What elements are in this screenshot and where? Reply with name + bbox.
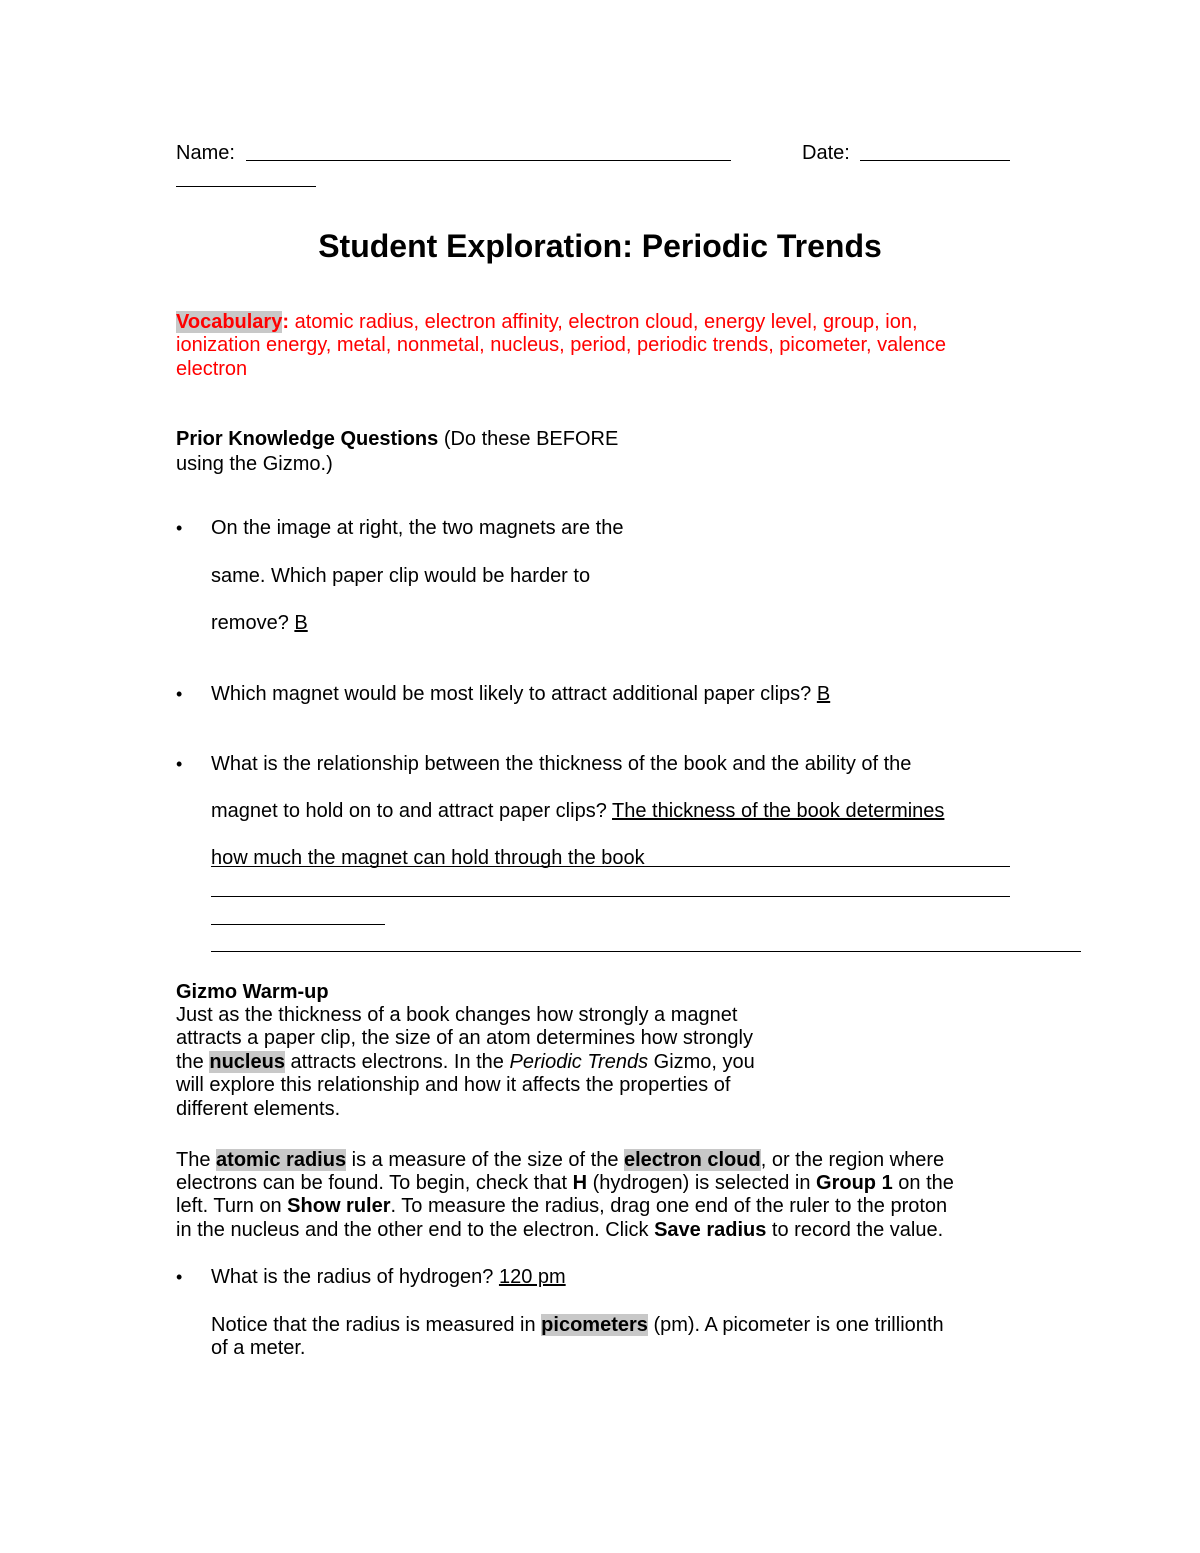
hydrogen-radius-answer[interactable]: 120 pm (498, 1266, 566, 1288)
name-label: Name: (176, 142, 235, 164)
answer-line (211, 866, 1010, 867)
warmup-p2-line-1: The atomic radius is a measure of the size of the electron cloud, or the region where (176, 1149, 945, 1171)
warmup-p1-line-2: attracts a paper clip, the size of an atom determines how strongly (176, 1027, 753, 1049)
bullet-icon: • (176, 754, 183, 774)
bullet-icon: • (176, 684, 183, 704)
q3-line-2: magnet to hold on to and attract paper clips? The thickness of the book determines (211, 800, 945, 822)
q1-line-2: same. Which paper clip would be harder to (211, 565, 591, 587)
term-electron-cloud: electron cloud (624, 1149, 761, 1171)
warmup-heading: Gizmo Warm-up (176, 981, 329, 1003)
vocabulary-label: Vocabulary (176, 311, 283, 333)
prior-knowledge-heading: Prior Knowledge Questions (Do these BEFORE (176, 428, 619, 450)
vocabulary-line-3: electron (176, 358, 248, 380)
warmup-p1-line-5: different elements. (176, 1098, 341, 1120)
bullet-icon: • (176, 518, 183, 538)
term-atomic-radius: atomic radius (216, 1149, 347, 1171)
q2-answer[interactable]: B (816, 683, 831, 705)
warmup-p2-line-3: left. Turn on Show ruler. To measure the radius, drag one end of the ruler to the proton (176, 1195, 948, 1217)
answer-line (211, 924, 385, 925)
warmup-p2-line-2: electrons can be found. To begin, check that H (hydrogen) is selected in Group 1 on the (176, 1172, 954, 1194)
warmup-note-line-1: Notice that the radius is measured in picometers (pm). A picometer is one trillionth (211, 1314, 944, 1336)
vocabulary-line-1: Vocabulary: atomic radius, electron affinity, electron cloud, energy level, group, ion, (176, 311, 918, 333)
answer-line (211, 951, 1081, 952)
q1-answer[interactable]: B (294, 612, 308, 634)
warmup-p1-line-1: Just as the thickness of a book changes how strongly a magnet (176, 1004, 738, 1026)
q1-line-1: On the image at right, the two magnets are the (211, 517, 624, 539)
q2-line: Which magnet would be most likely to attract additional paper clips? B (211, 683, 831, 705)
warmup-p1-line-3: the nucleus attracts electrons. In the Periodic Trends Gizmo, you (176, 1051, 755, 1073)
q3-answer-part-1[interactable]: The thickness of the book determines (612, 800, 945, 822)
prior-knowledge-note: using the Gizmo.) (176, 453, 333, 475)
page-title: Student Exploration: Periodic Trends (318, 228, 882, 264)
bullet-icon: • (176, 1267, 183, 1287)
term-nucleus: nucleus (209, 1051, 285, 1073)
date-input-line[interactable] (860, 160, 1010, 161)
date-label: Date: (802, 142, 850, 164)
name-input-line-continued (176, 186, 316, 187)
vocabulary-line-2: ionization energy, metal, nonmetal, nucleus, period, periodic trends, picometer, valence (176, 334, 947, 356)
warmup-p2-line-4: in the nucleus and the other end to the electron. Click Save radius to record the value. (176, 1219, 944, 1241)
term-picometers: picometers (541, 1314, 648, 1336)
warmup-question: What is the radius of hydrogen? 120 pm (211, 1266, 566, 1288)
name-input-line[interactable] (246, 160, 731, 161)
warmup-note-line-2: of a meter. (211, 1337, 306, 1359)
q3-answer-part-2[interactable]: how much the magnet can hold through the book (211, 847, 645, 869)
answer-line (211, 896, 1010, 897)
warmup-p1-line-4: will explore this relationship and how it affects the properties of (176, 1074, 731, 1096)
q1-line-3: remove? B (211, 612, 308, 634)
q3-line-1: What is the relationship between the thickness of the book and the ability of the (211, 753, 912, 775)
